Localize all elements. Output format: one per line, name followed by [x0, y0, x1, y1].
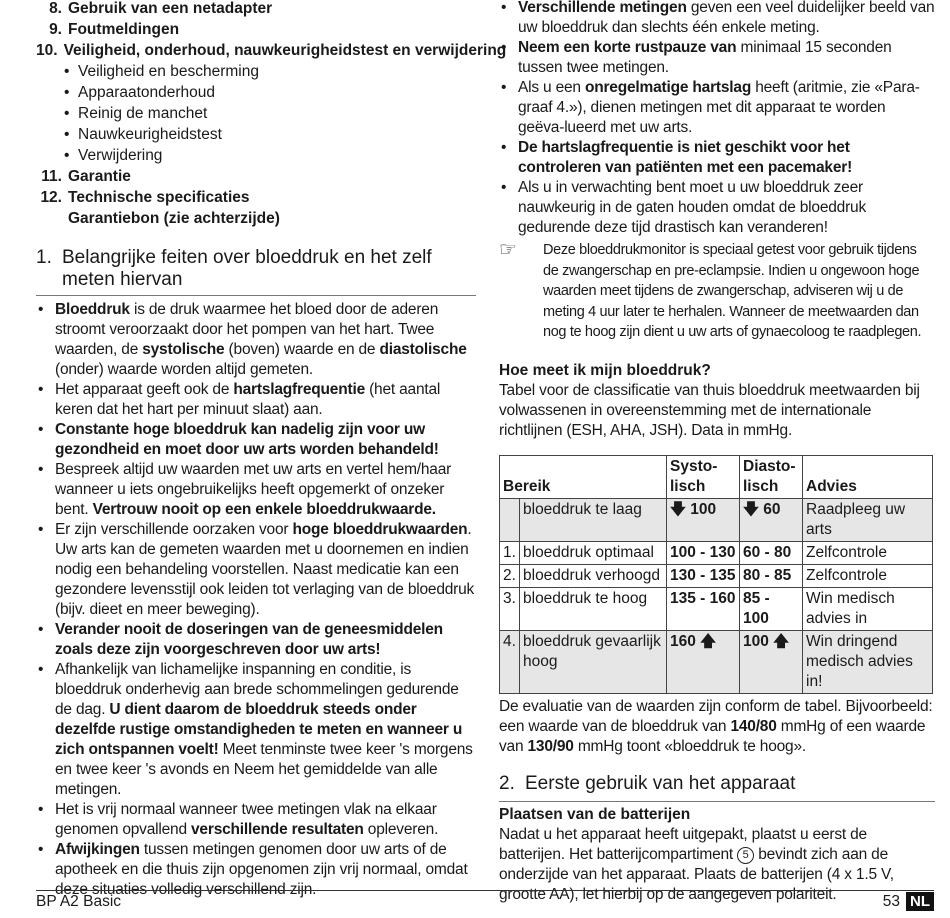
row-number: 2.	[500, 564, 520, 587]
body-text: mmHg toont «bloeddruk te hoog».	[573, 737, 806, 755]
row-number: 3.	[500, 587, 520, 630]
bullet-item	[36, 380, 476, 420]
bp-classification-table	[499, 455, 933, 694]
row-diastolic: 60 - 80	[740, 541, 803, 564]
bullet-item	[499, 78, 935, 138]
body-text: opleveren.	[363, 821, 439, 838]
bullet-item	[36, 420, 476, 460]
emphasis-text: hartslagfrequentie	[233, 381, 365, 398]
footer-page-info	[883, 892, 934, 911]
row-advice: Raadpleeg uw arts	[803, 498, 933, 541]
toc-subitem-label: Reinig de manchet	[78, 105, 208, 122]
toc-item-number: 12.	[40, 189, 62, 206]
emphasis-text: Verschillende metingen	[518, 0, 687, 16]
toc-subitem	[36, 61, 476, 82]
facts-bullet-list	[36, 300, 476, 900]
right-column	[499, 0, 935, 905]
body-text: heeft (aritmie, zie «Para-graaf 4.»), dienen metingen met dit apparaat te worden geëva-lueerd met uw arts.	[518, 79, 920, 136]
toc-subitem	[36, 145, 476, 166]
toc-item-number: 11.	[41, 168, 62, 185]
body-text: Meet tenminste twee keer 's morgens en twee keer 's avonds en Neem het gemiddelde van alle metingen.	[55, 741, 473, 798]
body-text: Als u een	[518, 79, 585, 96]
emphasis-text: Verander nooit de doseringen van de geneesmiddelen zoals deze zijn voorgeschreven door uw arts!	[55, 621, 443, 658]
emphasis-text: Neem een korte rustpauze van	[518, 39, 737, 56]
row-range: bloeddruk te laag	[520, 498, 667, 541]
toc-subitem-label: Veiligheid en bescherming	[78, 63, 259, 80]
body-text: minimaal 15 seconden tussen twee metingen.	[518, 39, 892, 76]
section-1-number: 1.	[36, 247, 52, 268]
row-diastolic: 🡇 60	[740, 498, 803, 541]
body-text: Het is vrij normaal wanneer twee metingen vlak na elkaar genomen opvallend	[55, 801, 437, 838]
batteries-text-after: bevindt zich aan de onderzijde van het apparaat. Plaats de batterijen (4 x 1.5 V, grootte AA), let hierbij op de aangegeven polariteit.	[499, 845, 894, 903]
bullet-item	[499, 0, 935, 38]
pregnancy-note	[499, 240, 935, 343]
table-row	[500, 630, 933, 693]
body-text: Afhankelijk van lichamelijke inspanning en conditie, is bloeddruk onderhevig aan brede schommelingen gedurende de dag.	[55, 661, 459, 718]
toc-item	[36, 0, 476, 19]
table-of-contents	[36, 0, 507, 229]
toc-subitem-label: Verwijdering	[78, 147, 163, 164]
bullet-item	[499, 38, 935, 78]
toc-bullet: •	[64, 147, 70, 164]
row-diastolic: 85 - 100	[740, 587, 803, 630]
toc-item-label: Foutmeldingen	[68, 21, 180, 38]
bullet-item	[36, 520, 476, 620]
table-row	[500, 498, 933, 541]
bullet-item	[499, 178, 935, 238]
batteries-text	[499, 825, 935, 905]
row-advice: Win dringend medisch advies in!	[803, 630, 933, 693]
table-row	[500, 541, 933, 564]
header-diastolic: Diasto-lisch	[740, 455, 803, 498]
left-column	[36, 0, 507, 900]
bullet-item	[36, 460, 476, 520]
howto-heading: Hoe meet ik mijn bloeddruk?	[499, 361, 711, 379]
body-text: Het apparaat geeft ook de	[55, 381, 234, 398]
toc-item-number: 8.	[49, 0, 62, 17]
body-text: Als u in verwachting bent moet u uw bloeddruk zeer nauwkeurig in de gaten houden omdat de bloeddruk gedurende deze tijd drastisch kan veranderen!	[518, 179, 867, 236]
bullet-item	[36, 620, 476, 660]
toc-item-number: 9.	[49, 21, 62, 38]
header-advice: Advies	[803, 455, 933, 498]
toc-continuation: Garantiebon (zie achterzijde)	[68, 210, 280, 227]
bullet-item	[36, 800, 476, 840]
toc-bullet: •	[64, 84, 70, 101]
page-number: 53	[882, 892, 900, 910]
header-systolic: Systo-lisch	[667, 455, 740, 498]
emphasis-text: diastolische	[379, 341, 467, 358]
section-2-title: Eerste gebruik van het apparaat	[525, 772, 796, 794]
row-number: 1.	[500, 541, 520, 564]
row-advice: Win medisch advies in	[803, 587, 933, 630]
header-range: Bereik	[500, 455, 667, 498]
evaluation-text	[499, 697, 935, 757]
row-systolic: 100 - 130	[667, 541, 740, 564]
footer-model: BP A2 Basic	[36, 893, 122, 910]
emphasis-text: systolische	[142, 341, 225, 358]
body-text: is de druk waarmee het bloed door de aderen stroomt veroorzaakt door het pompen van het hart. Twee waarden, de	[55, 301, 439, 358]
emphasis-text: hoge bloeddrukwaarden	[292, 521, 468, 538]
toc-subitem	[36, 82, 476, 103]
row-advice: Zelfcontrole	[803, 541, 933, 564]
toc-item-label: Garantie	[68, 168, 131, 185]
language-badge: NL	[906, 892, 934, 911]
measurement-tips-list	[499, 0, 935, 238]
section-2-number: 2.	[499, 772, 515, 794]
body-text: De evaluatie van de waarden zijn conform de tabel. Bijvoorbeeld: een waarde van de bloeddruk van	[499, 697, 933, 735]
section-1-heading	[36, 247, 476, 296]
emphasis-text: 130/90	[527, 737, 574, 755]
toc-item-label: Gebruik van een netadapter	[68, 0, 273, 17]
toc-item	[36, 187, 476, 208]
table-row	[500, 564, 933, 587]
row-systolic: 🡇 100	[667, 498, 740, 541]
body-text: (het aantal keren dat het hart per minuut slaat) aan.	[55, 381, 441, 418]
pregnancy-note-text: Deze bloeddrukmonitor is speciaal getest voor gebruik tijdens de zwangerschap en pre-eclampsie. Indien u ongewoon hoge waarden meet tijdens de zwangerschap, adviseren wij u de meting 4 uur later te herhalen. Wanneer de meetwaarden dan nog te hoog zijn dient u uw arts of gynaecoloog te raadplegen.	[543, 242, 922, 340]
emphasis-text: Vertrouw nooit op een enkele bloeddrukwaarde.	[92, 501, 436, 518]
row-systolic: 130 - 135	[667, 564, 740, 587]
body-text: (onder) waarde worden altijd gemeten.	[55, 361, 313, 378]
bullet-item	[36, 840, 476, 900]
row-number	[500, 498, 520, 541]
toc-item	[36, 40, 507, 61]
pointing-hand-icon: ☞	[499, 239, 517, 261]
emphasis-text: Afwijkingen	[55, 841, 140, 858]
row-range: bloeddruk gevaarlijk hoog	[520, 630, 667, 693]
body-text: (boven) waarde en de	[224, 341, 380, 358]
emphasis-text: De hartslagfrequentie is niet geschikt voor het controleren van patiënten met een pacemaker!	[518, 139, 853, 176]
table-row	[500, 587, 933, 630]
row-diastolic: 100 🡅	[740, 630, 803, 693]
toc-item	[36, 19, 476, 40]
toc-item	[36, 166, 476, 187]
row-systolic: 160 🡅	[667, 630, 740, 693]
toc-item-label: Technische specificaties	[68, 189, 250, 206]
body-text: tussen metingen genomen door uw arts of de apotheek en die thuis zijn opgenomen zijn vrij normaal, omdat deze situaties volledig verschillend zijn.	[55, 841, 468, 898]
body-text: . Uw arts kan de gemeten waarden met u doornemen en indien nodig een behandeling voorstellen. Naast medicatie kan een gezondere levensstijl ook leiden tot verlaging van de bloeddruk (bijv. dieet en meer beweging).	[55, 521, 475, 618]
bullet-item	[36, 660, 476, 800]
body-text: Er zijn verschillende oorzaken voor	[55, 521, 293, 538]
emphasis-text: U dient daarom de bloeddruk steeds onder dezelfde rustige omstandigheden te meten en wanneer u zich ontspannen voelt!	[55, 701, 463, 758]
row-range: bloeddruk optimaal	[520, 541, 667, 564]
row-advice: Zelfcontrole	[803, 564, 933, 587]
body-text: geven een veel duidelijker beeld van uw bloeddruk dan slechts één enkele meting.	[518, 0, 935, 36]
emphasis-text: verschillende resultaten	[191, 821, 364, 838]
row-range: bloeddruk verhoogd	[520, 564, 667, 587]
toc-subitem-label: Apparaatonderhoud	[78, 84, 216, 101]
bullet-item	[36, 300, 476, 380]
row-diastolic: 80 - 85	[740, 564, 803, 587]
body-text: mmHg of een waarde van	[499, 717, 926, 755]
table-header-row	[500, 455, 933, 498]
emphasis-text: onregelmatige hartslag	[584, 79, 752, 96]
batteries-text-before: Nadat u het apparaat heeft uitgepakt, plaatst u eerst de batterijen. Het batterijcompartiment	[499, 825, 867, 863]
footer-divider	[36, 890, 934, 891]
toc-subitem	[36, 103, 476, 124]
emphasis-text: Bloeddruk	[55, 301, 130, 318]
howto-intro: Tabel voor de classificatie van thuis bloeddruk meetwaarden bij volwassenen in overeenstemming met de internationale richtlijnen (ESH, AHA, JSH). Data in mmHg.	[499, 381, 920, 439]
toc-bullet: •	[64, 63, 70, 80]
section-1-title: Belangrijke feiten over bloeddruk en het zelf meten hiervan	[62, 247, 432, 290]
row-number: 4.	[500, 630, 520, 693]
row-systolic: 135 - 160	[667, 587, 740, 630]
emphasis-text: Constante hoge bloeddruk kan nadelig zijn voor uw gezondheid en moet door uw arts worden behandeld!	[55, 421, 439, 458]
part-number-circle: 5	[737, 847, 754, 864]
toc-subitem	[36, 124, 476, 145]
batteries-heading: Plaatsen van de batterijen	[499, 801, 935, 825]
toc-subitem-label: Nauwkeurigheidstest	[78, 126, 222, 143]
toc-item-label: Veiligheid, onderhoud, nauwkeurigheidstest en verwijdering	[63, 42, 507, 59]
toc-bullet: •	[64, 105, 70, 122]
section-2-heading	[499, 773, 935, 795]
bullet-item	[499, 138, 935, 178]
row-range: bloeddruk te hoog	[520, 587, 667, 630]
toc-item-number: 10.	[36, 42, 58, 59]
toc-bullet: •	[64, 126, 70, 143]
emphasis-text: 140/80	[730, 717, 777, 735]
body-text: Bespreek altijd uw waarden met uw arts en vertel hem/haar wanneer u iets ongebruikelijks heeft opgemerkt of onzeker bent.	[55, 461, 452, 518]
